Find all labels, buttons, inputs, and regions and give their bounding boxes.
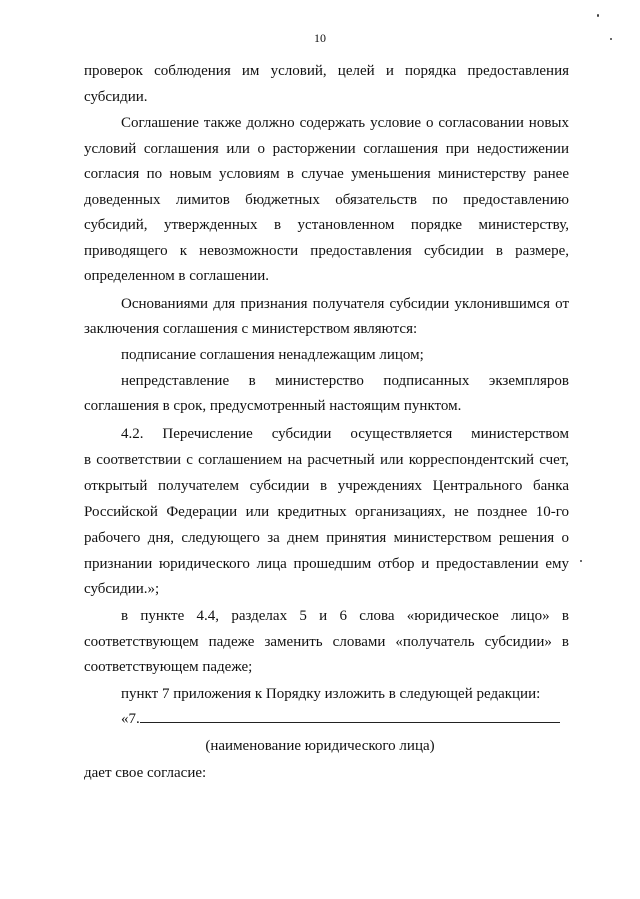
form-item-number: «7. (121, 711, 140, 727)
paragraph-first-line: Соглашение также должно содержать условие о согласовании новых (121, 115, 569, 131)
scan-speck (597, 14, 599, 17)
field-caption: (наименование юридического лица) (205, 738, 435, 754)
text-line: соглашения в срок, предусмотренный настоящим пунктом. (84, 398, 462, 414)
text-line: соответствующем падеже заменить словами «получатель субсидии» в (84, 634, 569, 650)
text-line: дает свое согласие: (84, 765, 207, 781)
paragraph-first-line: 4.2. Перечисление субсидии осуществляется министерством (121, 426, 569, 442)
text-line: согласия по новым условиям в случае уменьшения министерству ранее (84, 166, 569, 182)
scan-speck (580, 560, 582, 562)
text-line: заключения соглашения с министерством являются: (84, 321, 418, 337)
text-line: субсидии.»; (84, 581, 160, 597)
text-line: субсидии. (84, 89, 148, 105)
text-line: соответствующем падеже; (84, 659, 253, 675)
text-line: в соответствии с соглашением на расчетный или корреспондентский счет, (84, 452, 569, 468)
page-number: 10 (314, 31, 326, 45)
text-line: открытый получателем субсидии в учреждениях Центрального банка (84, 478, 569, 494)
text-line: Российской Федерации или кредитных организациях, не позднее 10-го (84, 504, 569, 520)
text-line: проверок соблюдения им условий, целей и порядка предоставления (84, 63, 569, 79)
scan-speck (610, 38, 612, 40)
paragraph-first-line: пункт 7 приложения к Порядку изложить в следующей редакции: (121, 686, 541, 702)
list-item: непредставление в министерство подписанных экземпляров (121, 373, 569, 389)
text-line: рабочего дня, следующего за днем принятия министерством решения о (84, 530, 569, 546)
list-item: подписание соглашения ненадлежащим лицом; (121, 347, 424, 363)
paragraph-first-line: Основаниями для признания получателя субсидии уклонившимся от (121, 296, 569, 312)
blank-fill-line (140, 722, 560, 723)
text-line: субсидий, утвержденных в установленном порядке министерству, (84, 217, 569, 233)
text-line: определенном в соглашении. (84, 268, 269, 284)
paragraph-first-line: в пункте 4.4, разделах 5 и 6 слова «юридическое лицо» в (121, 608, 569, 624)
text-line: приводящего к невозможности предоставления субсидии в размере, (84, 243, 569, 259)
text-line: доведенных лимитов бюджетных обязательств по предоставлению (84, 192, 569, 208)
text-line: условий соглашения или о расторжении соглашения при недостижении (84, 141, 569, 157)
text-line: признании юридического лица прошедшим отбор и предоставлении ему (84, 556, 569, 572)
